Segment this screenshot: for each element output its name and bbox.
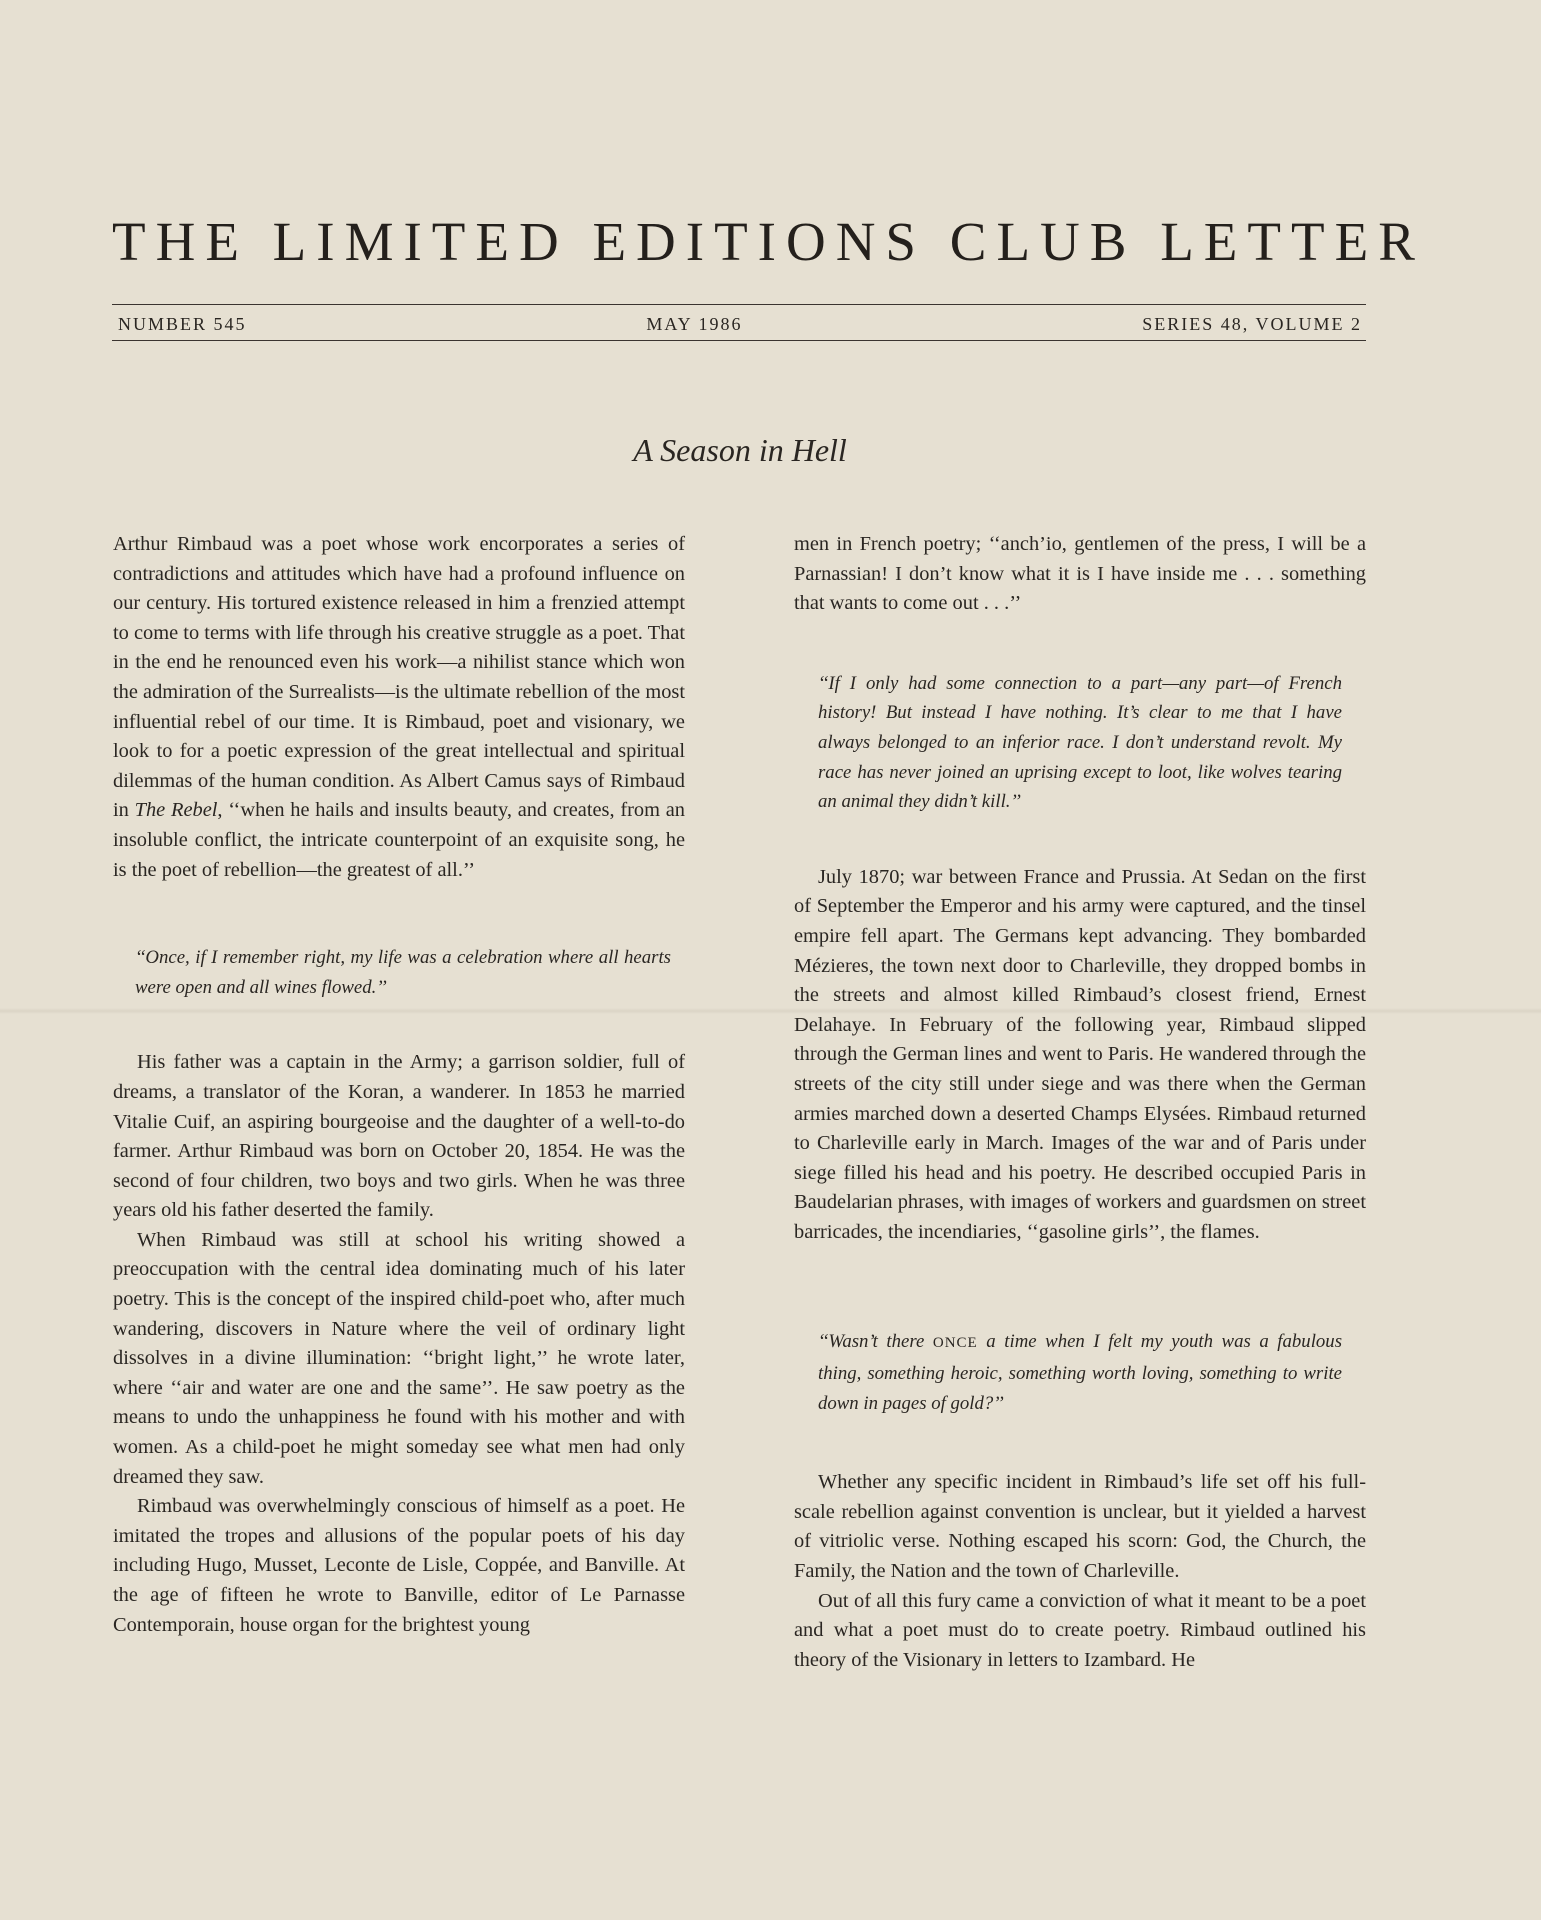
pull-quote: ‘‘Once, if I remember right, my life was a celebration where all hearts were open and all wines flowed.’’ (135, 947, 671, 998)
masthead-title: THE LIMITED EDITIONS CLUB LETTER (112, 211, 1425, 272)
small-caps-word: ONCE (932, 1335, 978, 1352)
paragraph: When Rimbaud was still at school his writing showed a preoccupation with the central idea dominating much of his later poetry. This is the concept of the inspired child-poet who, after much wandering, discovers in Nature where the veil of ordinary light dissolves in a divine illumination: ‘‘bright light,’’ he wrote later, where ‘‘air and water are one and the same’’. He saw poetry as the means to undo the unhappiness he found with his mother and with women. As a child-poet he might someday see what men had only dreamed they saw. (113, 1228, 685, 1488)
paragraph: Out of all this fury came a conviction of what it meant to be a poet and what a poet must do to create poetry. Rimbaud outlined his theory of the Visionary in letters to Izambard. He (794, 1589, 1366, 1671)
book-title: The Rebel (134, 799, 218, 822)
paragraph: His father was a captain in the Army; a garrison soldier, full of dreams, a translator of the Koran, a wanderer. In 1853 he married Vitalie Cuif, an aspiring bourgeoise and the daughter of a well-to-do farmer. Arthur Rimbaud was born on October 20, 1854. He was the second of four children, two boys and two girls. When he was three years old his father deserted the family. (113, 1051, 685, 1222)
paragraph: Rimbaud was overwhelmingly conscious of himself as a poet. He imitated the tropes and allusions of the popular poets of his day including Hugo, Musset, Leconte de Lisle, Coppée, and Banville. At the age of fifteen he wrote to Banville, editor of Le Parnasse Contemporain, house organ for the brightest young (113, 1495, 685, 1636)
issue-number: NUMBER 545 (118, 313, 247, 334)
paragraph: July 1870; war between France and Prussia. At Sedan on the first of September the Emperor and his army were captured, and the tinsel empire fell apart. The Germans kept advancing. They bombarded Mézieres, the town next door to Charleville, they dropped bombs in the streets and almost killed Rimbaud’s closest friend, Ernest Delahaye. In February of the following year, Rimbaud slipped through the German lines and went to Paris. He wandered through the streets of the city still under siege and was there when the German armies marched down a deserted Champs Elysées. Rimbaud returned to Charleville early in March. Images of the war and of Paris under siege filled his head and his poetry. He described occupied Paris in Baudelarian phrases, with images of workers and guardsmen on street barricades, the incendiaries, ‘‘gasoline girls’’, the flames. (794, 865, 1366, 1243)
issue-series: SERIES 48, VOLUME 2 (1142, 313, 1362, 334)
masthead-rule-bottom (112, 340, 1366, 341)
paragraph: men in French poetry; ‘‘anch’io, gentlemen of the press, I will be a Parnassian! I don’t know what it is I have inside me . . . something that wants to come out . . .’’ (794, 533, 1366, 615)
paragraph: Arthur Rimbaud was a poet whose work encorporates a series of contradictions and attitudes which have had a profound influence on our century. His tortured existence released in him a frenzied attempt to come to terms with life through his creative struggle as a poet. That in the end he renounced even his work—a nihilist stance which won the admiration of the Surrealists—is the ultimate rebellion of the most influential rebel of our time. It is Rimbaud, poet and visionary, we look to for a poetic expression of the great intellectual and spiritual dilemmas of the human condition. As Albert Camus says of Rimbaud in The Rebel, ‘‘when he hails and insults beauty, and creates, from an insoluble conflict, the intricate counterpoint of an exquisite song, he is the poet of rebellion—the greatest of all.’’ (113, 533, 686, 881)
masthead-rule-top (112, 304, 1366, 305)
right-column (794, 530, 1366, 1675)
pull-quote: ‘‘If I only had some connection to a part—any part—of French history! But instead I have nothing. It’s clear to me that I have always belonged to an inferior race. I don’t understand revolt. My race has never joined an uprising except to loot, like wolves tearing an animal they didn’t kill.’’ (818, 672, 1342, 813)
article-title: A Season in Hell (633, 432, 847, 468)
pull-quote: ‘‘Wasn’t there ONCE a time when I felt my youth was a fabulous thing, something heroic, something worth loving, something to write down in pages of gold?’’ (818, 1331, 1343, 1414)
issue-date: MAY 1986 (646, 313, 743, 334)
left-column (113, 530, 685, 1640)
issue-info-bar (118, 312, 1362, 336)
paragraph: Whether any specific incident in Rimbaud’s life set off his full-scale rebellion against convention is unclear, but it yielded a harvest of vitriolic verse. Nothing escaped his scorn: God, the Church, the Family, the Nation and the town of Charleville. (794, 1471, 1366, 1583)
